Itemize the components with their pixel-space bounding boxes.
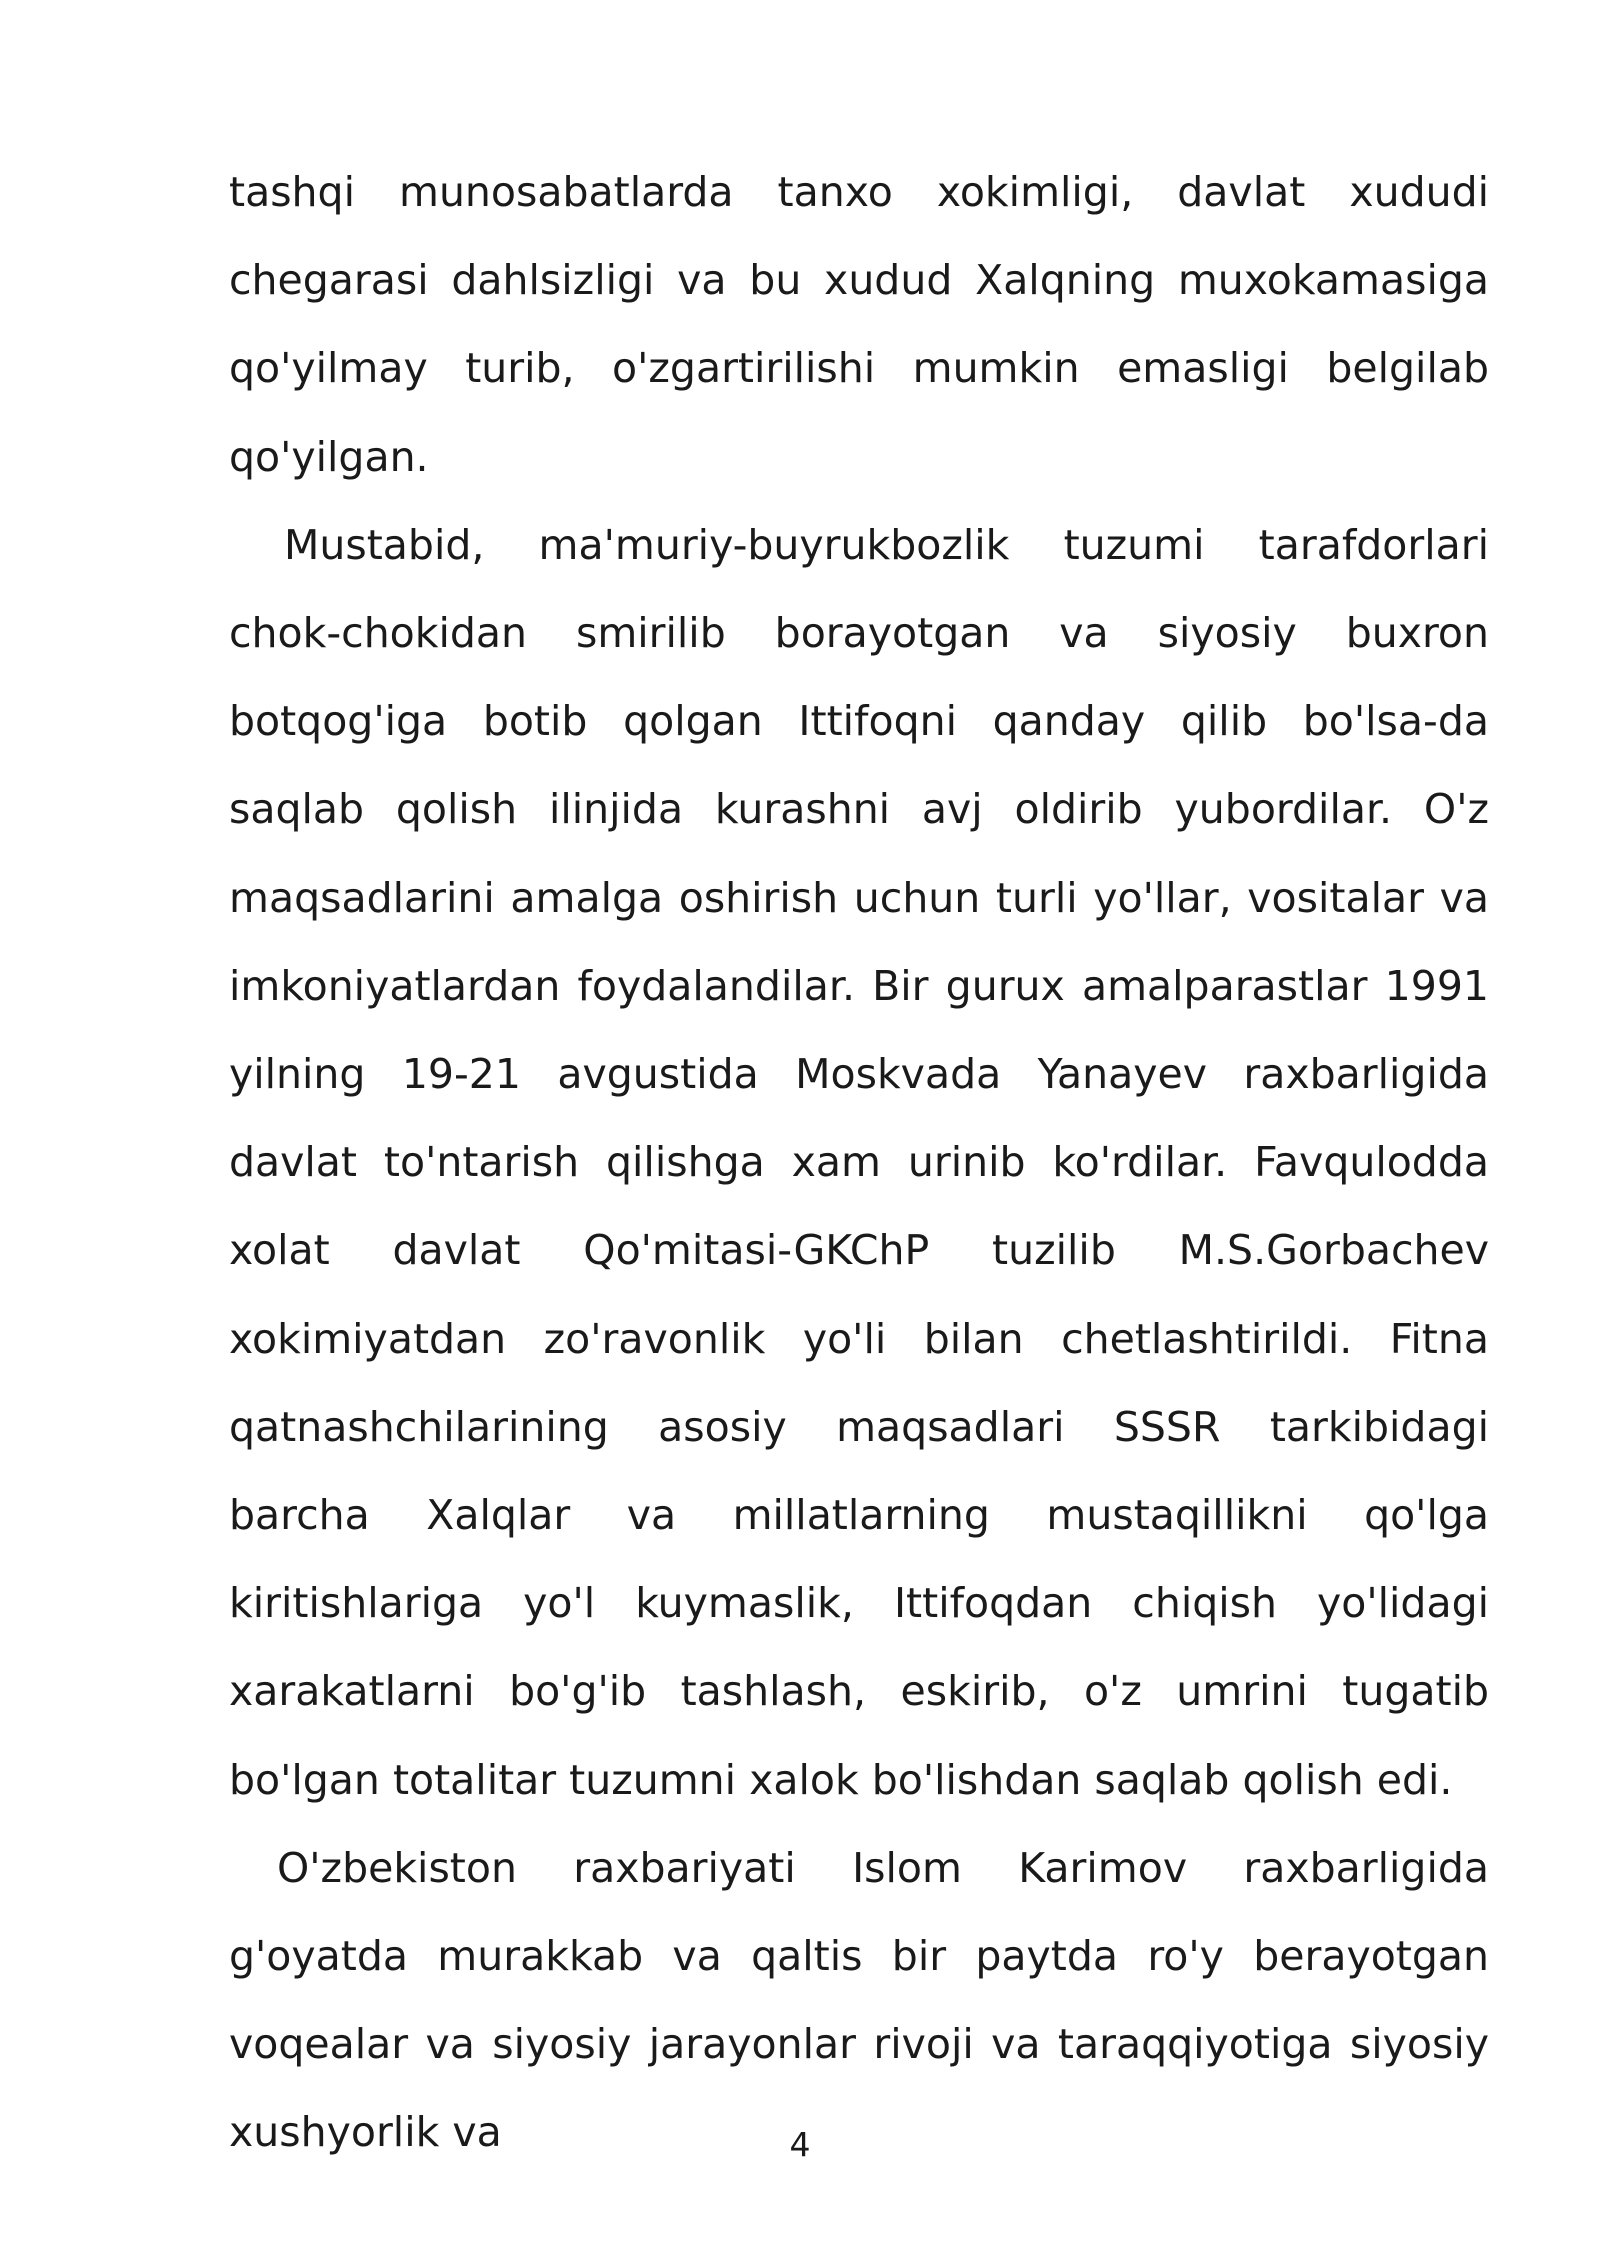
- paragraph-2: Mustabid, ma'muriy-buyrukbozlik tuzumi tarafdorlari chok-chokidan smirilib borayotgan va siyosiy buxron botqog'iga botib qolgan Ittifoqni qanday qilib bo'lsa-da saqlab qolish ilinjida kurashni avj oldirib yubordilar. O'z maqsadlarini amalga oshirish uchun turli yo'llar, vositalar va imkoniyatlardan foydalandilar. Bir gurux amalparastlar 1991 yilning 19-21 avgustida Moskvada Yanayev raxbarligida davlat to'ntarish qilishga xam urinib ko'rdilar. Favqulodda xolat davlat Qo'mitasi-GKChP tuzilib M.S.Gorbachev xokimiyatdan zo'ravonlik yo'li bilan chetlashtirildi. Fitna qatnashchilarining asosiy maqsadlari SSSR tarkibidagi barcha Xalqlar va millatlarning mustaqillikni qo'lga kiritishlariga yo'l kuymaslik, Ittifoqdan chiqish yo'lidagi xarakatlarni bo'g'ib tashlash, eskirib, o'z umrini tugatib bo'lgan totalitar tuzumni xalok bo'lishdan saqlab qolish edi.: [229, 520, 1489, 1804]
- paragraph-1: tashqi munosabatlarda tanxo xokimligi, davlat xududi chegarasi dahlsizligi va bu xudud Xalqning muxokamasiga qo'yilmay turib, o'zgartirilishi mumkin emasligi belgilab qo'yilgan.: [229, 168, 1489, 481]
- body-text: [229, 148, 1489, 2177]
- page-number: 4: [789, 2125, 811, 2164]
- paragraph-3: O'zbekiston raxbariyati Islom Karimov raxbarligida g'oyatda murakkab va qaltis bir paytda ro'y berayotgan voqealar va siyosiy jarayonlar rivoji va taraqqiyotiga siyosiy xushyorlik va: [229, 1843, 1489, 2157]
